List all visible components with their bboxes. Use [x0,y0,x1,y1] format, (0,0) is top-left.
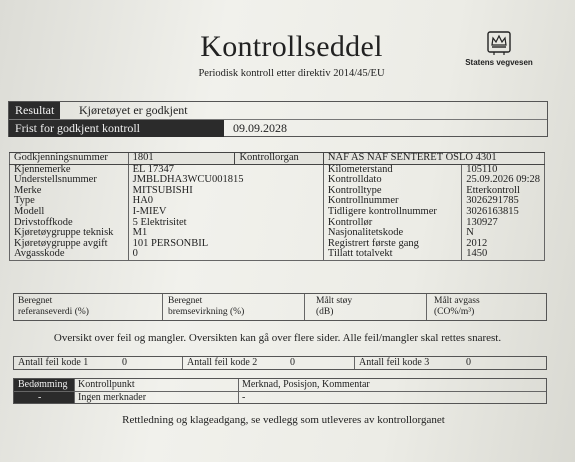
field-label: (dB) [316,306,334,317]
inspection-org-value: NAF AS NAF SENTERET OSLO 4301 [323,153,544,165]
agency-logo [460,30,538,67]
document-subtitle: Periodisk kontroll etter direktiv 2014/45/EU [198,68,385,79]
assessment-value: - [14,392,74,403]
table-row [10,239,545,250]
code2-value: 0 [290,357,295,368]
field-label: referanseverdi (%) [18,306,89,317]
checkpoint-value: Ingen merknader [78,392,147,403]
field-value: JMBLDHA3WCU001815 [128,175,323,186]
inspection-org-label: Kontrollorgan [235,153,323,165]
field-label: Nasjonalitetskode [323,228,461,239]
divider [304,294,305,320]
code3-value: 0 [466,357,471,368]
approval-number-value: 1801 [128,153,235,165]
field-label: Merke [10,186,129,197]
field-label: Registrert første gang [323,239,461,250]
assessment-header: Bedømming [14,379,74,391]
table-row [10,153,545,165]
result-label: Resultat [9,102,60,119]
field-label: Målt støy [316,296,353,306]
brake-effect-field [168,296,244,317]
field-label: (CO%/m³) [434,306,475,317]
field-value: MITSUBISHI [128,186,323,197]
table-row [10,207,545,218]
field-value: Etterkontroll [462,186,545,197]
field-value: EL 17347 [128,164,323,175]
assessment-table [13,378,547,404]
field-value: 1450 [462,249,545,260]
field-value: 3026163815 [462,207,545,218]
field-label: Drivstoffkode [10,218,129,229]
field-value: 105110 [462,164,545,175]
field-label: Kjøretøygruppe teknisk [10,228,129,239]
table-row [14,392,546,403]
field-value: I-MIEV [128,207,323,218]
field-label: Kjøretøygruppe avgift [10,239,129,250]
result-value: Kjøretøyet er godkjent [79,103,188,117]
field-value: 3026291785 [462,196,545,207]
table-row [10,186,545,197]
field-label: Kontrollnummer [323,196,461,207]
divider [74,379,75,403]
field-label: bremsevirkning (%) [168,306,245,317]
agency-logo-text: Statens vegvesen [465,58,533,67]
field-value: N [462,228,545,239]
error-codes-row [13,356,547,370]
code2-label: Antall feil kode 2 [182,357,286,369]
crown-emblem-icon [484,30,514,56]
table-row [10,196,545,207]
deadline-value: 09.09.2028 [233,121,287,135]
field-value: 0 [128,249,323,260]
footer-note: Rettledning og klageadgang, se vedlegg som utleveres av kontrollorganet [122,414,445,426]
table-row [14,379,546,392]
measurements-box [13,293,547,321]
defects-note: Oversikt over feil og mangler. Oversikten kan gå over flere sider. Alle feil/mangler skal rettes snarest. [53,332,502,344]
field-value: 25.09.2026 09:28 [462,175,545,186]
table-row [10,249,545,260]
remark-value: - [242,392,246,403]
field-label: Kjennemerke [10,164,129,175]
document-title: Kontrollseddel [200,30,383,63]
approval-number-label: Godkjenningsnummer [10,153,129,165]
field-label: Tidligere kontrollnummer [323,207,461,218]
field-label: Kontrolltype [323,186,461,197]
deadline-row [9,120,547,137]
field-label: Beregnet [168,296,203,306]
field-label: Avgasskode [10,249,129,260]
code1-value: 0 [122,357,127,368]
field-label: Kontrollør [323,218,461,229]
field-value: M1 [128,228,323,239]
field-label: Understellsnummer [10,175,129,186]
divider [162,294,163,320]
vehicle-info-table [9,152,545,261]
field-value: HA0 [128,196,323,207]
field-label: Kilometerstand [323,164,461,175]
checkpoint-header: Kontrollpunkt [78,379,135,390]
field-label: Type [10,196,129,207]
field-value: 2012 [462,239,545,250]
code1-label: Antall feil kode 1 [18,357,89,368]
result-box [8,101,548,137]
field-value: 130927 [462,218,545,229]
reference-value-field [18,296,89,317]
remark-header: Merknad, Posisjon, Kommentar [242,379,370,390]
field-label: Målt avgass [434,296,480,306]
field-label: Modell [10,207,129,218]
field-value: 101 PERSONBIL [128,239,323,250]
field-label: Tillatt totalvekt [323,249,461,260]
field-label: Beregnet [18,296,53,306]
table-row [10,175,545,186]
divider [426,294,427,320]
noise-field [316,296,352,317]
result-row [9,102,547,120]
deadline-label: Frist for godkjent kontroll [9,120,224,137]
exhaust-field [434,296,480,317]
code3-label: Antall feil kode 3 [354,357,458,369]
field-label: Kontrolldato [323,175,461,186]
field-value: 5 Elektrisitet [128,218,323,229]
divider [238,379,239,403]
